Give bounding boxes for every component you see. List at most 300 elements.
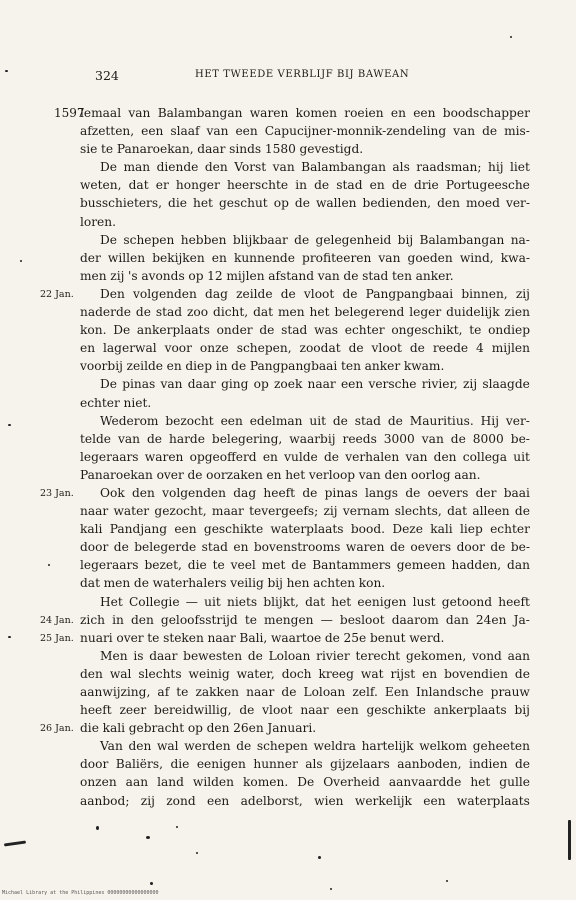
word: de (514, 757, 530, 772)
word: als (305, 757, 323, 772)
word: rivier, (421, 377, 458, 392)
word: een (220, 413, 243, 428)
word: waartoe (270, 630, 322, 645)
word: willen (107, 250, 146, 265)
word: prauw (490, 685, 530, 699)
word: heeft (80, 703, 112, 718)
word: be- (510, 540, 530, 555)
word: het (331, 594, 352, 609)
word: 3000 (383, 431, 415, 446)
word: bij (267, 576, 283, 591)
word: 26en (233, 721, 264, 736)
word: Overheid (323, 775, 380, 790)
word: een (207, 793, 230, 808)
text-line (80, 430, 530, 448)
word: roeien (344, 106, 384, 120)
word: kali (80, 522, 103, 537)
word: Pandjang (109, 522, 168, 537)
word: bovenstrooms (253, 540, 341, 555)
word: van (160, 377, 183, 392)
word: zakken (195, 685, 240, 699)
word: binnen, (461, 286, 508, 301)
word: van (206, 124, 229, 139)
word: indien (468, 757, 508, 772)
word: lemaal (80, 106, 122, 120)
text-line (80, 755, 530, 773)
word: de (342, 286, 358, 301)
word: weldra (313, 739, 356, 754)
word: te (147, 630, 160, 645)
library-footer: Michael Library at the Philippines 00000000000000000 (2, 890, 159, 896)
word: Loloan (303, 685, 346, 699)
word: de (405, 485, 421, 500)
word: kon. (80, 323, 107, 338)
word: echter (490, 522, 530, 537)
word: dan (507, 558, 530, 573)
word: welkom (419, 739, 468, 754)
word: en (390, 106, 406, 120)
word: raadsman; (416, 160, 482, 175)
word: verhalen (345, 449, 400, 464)
word: De (100, 160, 117, 175)
word: de (302, 485, 318, 500)
text-line (80, 194, 530, 212)
word: dag (233, 485, 257, 500)
word: reede (432, 341, 469, 356)
word: gezocht, (154, 504, 207, 519)
word: Baliërs, (115, 757, 163, 772)
word: gijzelaars (330, 757, 390, 772)
word: naderde (80, 305, 131, 320)
word: zij (515, 286, 530, 301)
body-text (80, 104, 530, 810)
word: liep (459, 522, 483, 537)
word: baai (503, 485, 530, 500)
running-title: HET TWEEDE VERBLIJF BIJ BAWEAN (195, 69, 410, 80)
word: naar (300, 703, 329, 718)
word: gebracht (128, 721, 185, 736)
text-line (80, 556, 530, 574)
word: tevergeefs; (249, 504, 319, 519)
text-line (80, 285, 530, 303)
word: het (285, 467, 306, 482)
word: legeraars (80, 449, 139, 464)
word: rivier (316, 648, 350, 663)
text-line (80, 104, 530, 122)
word: Een (384, 685, 409, 699)
word: de (387, 413, 403, 428)
word: oevers (410, 540, 452, 555)
word: Loloan (268, 648, 311, 663)
text-line (80, 357, 530, 375)
text-line (80, 267, 530, 285)
word: de (187, 467, 203, 482)
word: was (314, 323, 339, 338)
word: 1580 (264, 142, 296, 157)
margin-date: 22 Jan. (40, 289, 74, 300)
word: zij (140, 793, 155, 808)
word: de (146, 431, 162, 446)
word: eenigen (196, 757, 246, 772)
word: den (128, 739, 152, 754)
word: edelman (249, 413, 303, 428)
word: de (409, 341, 425, 356)
word: Bali, (239, 630, 268, 645)
text-line (80, 231, 530, 249)
word: terecht (355, 648, 401, 663)
word: veel (230, 558, 256, 573)
word: een (336, 703, 359, 718)
word: de (391, 178, 407, 193)
word: De (297, 775, 315, 790)
margin-date: 26 Jan. (40, 723, 74, 735)
word: onder (216, 323, 253, 338)
margin-date: 1597 (54, 106, 85, 120)
word: Capucijner-monnik-zendeling (264, 124, 447, 139)
word: die (187, 558, 207, 573)
word: kali (102, 721, 126, 736)
word: kali (430, 522, 453, 537)
word: den (204, 160, 228, 175)
word: komen. (242, 775, 289, 790)
word: verloop (308, 467, 356, 482)
word: blijkbaar (232, 232, 288, 247)
word: bezocht (165, 413, 214, 428)
word: stad (336, 178, 363, 193)
word: aanboden, (397, 757, 462, 772)
text-line (80, 412, 530, 430)
word: op (188, 268, 204, 283)
word: de (291, 558, 307, 573)
word: den (80, 666, 103, 681)
text-line (80, 176, 530, 194)
word: Balambangan (301, 160, 386, 175)
word: langs (364, 485, 399, 500)
word: de (332, 413, 348, 428)
word: aanvaardde (388, 775, 462, 790)
word: van (405, 449, 428, 464)
word: in (295, 178, 307, 193)
word: ankerplaats (136, 323, 210, 338)
word: hartelijk (361, 739, 414, 754)
word: naar (246, 685, 275, 699)
text-line (80, 792, 530, 810)
word: ongeschikt, (391, 323, 463, 338)
word: de (314, 178, 330, 193)
word: werden (184, 739, 231, 754)
word: de (259, 323, 275, 338)
word: dat (253, 305, 274, 320)
word: als (392, 160, 410, 175)
word: de (281, 685, 297, 699)
word: voor (164, 341, 192, 356)
word: in (215, 359, 228, 374)
word: hen (286, 576, 310, 591)
word: harde (168, 431, 205, 446)
word: goeden (407, 250, 453, 265)
word: gekomen, (405, 648, 467, 663)
word: man (123, 160, 151, 175)
word: be- (510, 431, 530, 446)
word: op (187, 721, 203, 736)
text-line (80, 484, 530, 502)
word: zond (166, 793, 196, 808)
word: zich (80, 612, 105, 627)
text-line (80, 339, 530, 357)
word: bewesten (183, 648, 243, 663)
word: blijkt, (263, 594, 299, 609)
word: zien (504, 305, 530, 320)
word: vernam (342, 504, 390, 519)
word: een (235, 124, 258, 139)
word: 8000 (472, 431, 504, 446)
word: aan. (454, 467, 481, 482)
word: de (113, 540, 129, 555)
word: pinas (324, 485, 358, 500)
word: getoond (441, 594, 493, 609)
text-line (80, 321, 530, 339)
word: ondiep (488, 323, 530, 338)
text-line (80, 719, 530, 737)
text-line (80, 502, 530, 520)
word: bovendien (444, 666, 508, 681)
word: Deze (392, 522, 423, 537)
word: collega (462, 449, 508, 464)
word: daar (187, 377, 216, 392)
word: reeds (342, 431, 377, 446)
word: 24en (475, 612, 507, 627)
word: de (239, 703, 255, 718)
margin-date: 25 Jan. (40, 632, 74, 644)
word: achten (313, 576, 356, 591)
word: ver- (505, 196, 530, 211)
word: belegerend (334, 305, 405, 320)
word: dag (205, 286, 228, 301)
word: over (116, 630, 144, 645)
word: van (118, 431, 141, 446)
word: zelf. (352, 685, 378, 699)
word: mis- (504, 124, 530, 139)
word: oorlog (410, 467, 451, 482)
word: op (273, 196, 289, 211)
word: wien (314, 793, 344, 808)
word: na- (510, 232, 530, 247)
word: de (236, 739, 252, 754)
word: men (103, 576, 131, 591)
word: ver- (505, 413, 530, 428)
word: versche (368, 377, 417, 392)
word: kwa- (500, 250, 530, 265)
word: komen (295, 106, 337, 120)
word: wilden (192, 775, 234, 790)
word: sinds (229, 142, 262, 157)
word: oorzaken (206, 467, 263, 482)
word: over (156, 467, 184, 482)
word: bekijken (152, 250, 205, 265)
word: wat (360, 666, 384, 681)
word: waren (249, 106, 289, 120)
word: schepen (256, 739, 308, 754)
word: — (320, 612, 333, 627)
word: men (80, 268, 107, 283)
word: slaaf (170, 124, 200, 139)
text-line (80, 249, 530, 267)
word: den (384, 467, 408, 482)
word: van (128, 106, 151, 120)
word: Collegie (128, 594, 180, 609)
text-line (80, 466, 530, 484)
word: diende (156, 160, 199, 175)
word: van (272, 160, 295, 175)
word: door (456, 540, 485, 555)
word: bood. (350, 522, 386, 537)
word: de (294, 232, 310, 247)
word: vloot (303, 286, 335, 301)
margin-date: 24 Jan. (40, 614, 74, 626)
word: maar (211, 504, 244, 519)
word: den (130, 612, 154, 627)
word: pinas (122, 377, 156, 392)
word: en (369, 178, 385, 193)
word: door (80, 540, 109, 555)
word: alleen (472, 504, 510, 519)
word: 12 (207, 268, 223, 283)
word: waterplaats (270, 522, 344, 537)
word: is (133, 648, 144, 663)
word: vloot (371, 341, 402, 356)
word: legeraars (80, 558, 139, 573)
word: onze (199, 341, 229, 356)
word: dat (128, 178, 149, 193)
word: stad (362, 268, 389, 283)
word: mijlen (491, 341, 530, 356)
word: heerschte (226, 178, 289, 193)
word: Van (100, 739, 123, 754)
word: waterhalers (152, 576, 227, 591)
word: Ook (100, 485, 125, 500)
word: steken (163, 630, 204, 645)
word: aan (125, 775, 149, 790)
word: profiteeren (302, 250, 372, 265)
word: wal (109, 666, 132, 681)
word: bezet, (144, 558, 182, 573)
word: af (157, 685, 170, 699)
word: water (113, 504, 150, 519)
word: de (490, 540, 506, 555)
word: water, (236, 666, 275, 681)
word: telde (80, 431, 112, 446)
word: de (135, 305, 151, 320)
word: benut (369, 630, 406, 645)
word: daarom (391, 612, 439, 627)
word: veilig (230, 576, 264, 591)
word: weinig (188, 666, 230, 681)
word: het (309, 305, 330, 320)
word: belegering, (211, 431, 283, 446)
word: zeer (119, 703, 147, 718)
word: en (422, 666, 438, 681)
word: gelegenheid (315, 232, 392, 247)
word: onzen (80, 775, 117, 790)
word: gulle (499, 775, 530, 790)
word: den (433, 449, 457, 464)
word: te (176, 685, 189, 699)
word: geschut (219, 196, 268, 211)
word: schepen (123, 232, 175, 247)
word: vloot (262, 703, 293, 718)
page-header (95, 68, 525, 86)
word: Balambangan (419, 232, 505, 247)
word: te (469, 323, 482, 338)
word: zij (323, 504, 338, 519)
text-line (80, 213, 530, 231)
word: De (100, 232, 117, 247)
word: een (174, 522, 197, 537)
word: hij (487, 160, 504, 175)
word: opgeofferd (189, 449, 257, 464)
word: voorbij (80, 359, 123, 374)
word: bij (397, 232, 414, 247)
word: waren (144, 449, 184, 464)
word: te (244, 612, 257, 627)
word: Bantammers (312, 558, 391, 573)
word: een (340, 377, 364, 392)
word: werkelijk (354, 793, 412, 808)
word: zij (110, 268, 125, 283)
word: de (514, 504, 530, 519)
word: Inlandsche (415, 685, 484, 699)
word: werd. (409, 630, 445, 645)
word: zoodat (299, 341, 341, 356)
word: uit (309, 413, 327, 428)
word: die (80, 721, 99, 736)
word: der (80, 250, 101, 265)
text-line (80, 701, 530, 719)
word: zeilde (236, 286, 273, 301)
word: en (166, 359, 182, 374)
word: dat (305, 594, 326, 609)
word: hunner (253, 757, 298, 772)
word: ten (391, 268, 412, 283)
word: daar (197, 142, 226, 157)
word: op (253, 377, 269, 392)
word: de (482, 124, 498, 139)
word: afstand (268, 268, 315, 283)
word: de (323, 449, 339, 464)
word: Den (100, 286, 125, 301)
word: drie (414, 178, 439, 193)
word: Portugeesche (445, 178, 530, 193)
word: honger (175, 178, 220, 193)
word: een (413, 106, 436, 120)
word: het (470, 775, 491, 790)
word: bereidwillig, (154, 703, 232, 718)
text-line (80, 538, 530, 556)
word: vulde (284, 449, 318, 464)
word: De (113, 323, 131, 338)
word: uit (204, 594, 221, 609)
word: waren (345, 540, 385, 555)
word: de (348, 341, 364, 356)
word: de (294, 196, 310, 211)
word: uit (513, 449, 530, 464)
word: volgenden (162, 485, 226, 500)
word: en (266, 467, 282, 482)
word: van (453, 124, 476, 139)
word: Mauritius. (409, 413, 474, 428)
word: dat (80, 576, 100, 591)
word: vond (471, 648, 502, 663)
